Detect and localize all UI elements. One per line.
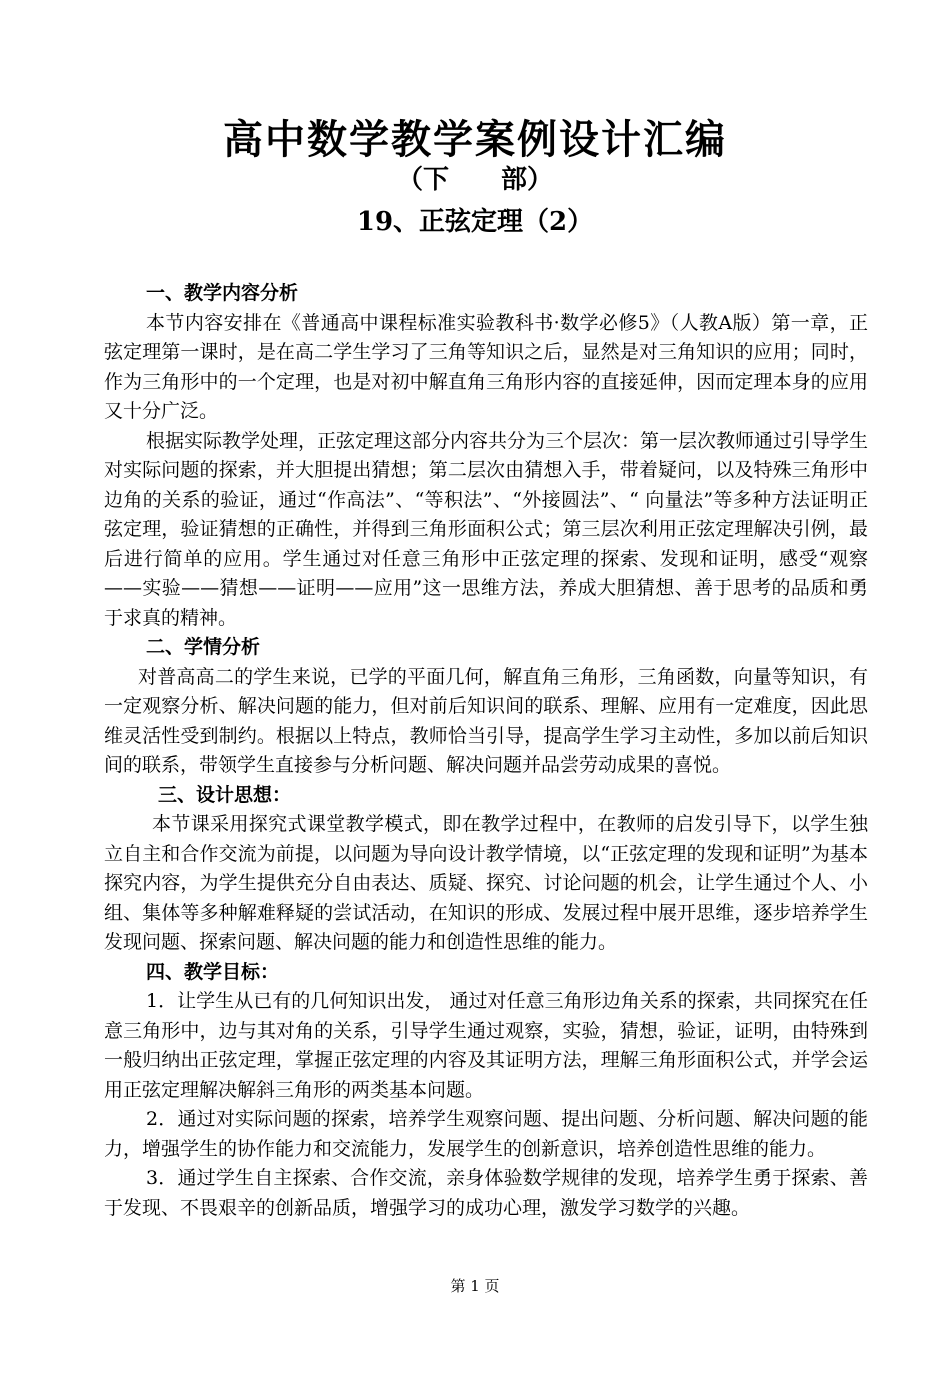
lesson-title: 19、正弦定理（2） (356, 207, 594, 237)
goal-item: 2．通过对实际问题的探索，培养学生观察问题、提出问题、分析问题、解决问题的能力，增强学生的协作能力和交流能力，发展学生的创新意识，培养创造性思维的能力。 (104, 1108, 868, 1160)
paragraph: 本节内容安排在《普通高中课程标准实验教科书·数学必修5》（人教A版）第一章，正弦定理第一课时，是在高二学生学习了三角等知识之后，显然是对三角知识的应用；同时，作为三角形中的一个定理，也是对初中解直角三角形内容的直接延伸，因而定理本身的应用又十分广泛。 (104, 311, 868, 422)
section-heading-teaching-goals: 四、教学目标： (146, 960, 280, 983)
document-title: 高中数学教学案例设计汇编 (223, 117, 727, 163)
paragraph: 对普高高二的学生来说，已学的平面几何，解直角三角形，三角函数，向量等知识，有一定观察分析、解决问题的能力，但对前后知识间的联系、理解、应用有一定难度，因此思维灵活性受到制约。根据以上特点，教师恰当引导，提高学生学习主动性，多加以前后知识间的联系，带领学生直接参与分析问题、解决问题并品尝劳动成果的喜悦。 (104, 665, 868, 776)
goal-item: 3．通过学生自主探索、合作交流，亲身体验数学规律的发现，培养学生勇于探索、善于发现、不畏艰辛的创新品质，增强学习的成功心理，激发学习数学的兴趣。 (104, 1167, 868, 1219)
document-body (104, 279, 868, 1223)
document-subtitle: （下 部） (396, 165, 553, 195)
section-heading-content-analysis: 一、教学内容分析 (146, 282, 299, 304)
page-number: 第 1 页 (450, 1277, 500, 1295)
goal-item: 1．让学生从已有的几何知识出发， 通过对任意三角形边角关系的探索，共同探究在任意三角形中，边与其对角的关系，引导学生通过观察，实验，猜想，验证，证明，由特殊到一般归纳出正弦定理，掌握正弦定理的内容及其证明方法，理解三角形面积公式，并学会运用正弦定理解决解斜三角形的两类基本问题。 (104, 990, 868, 1101)
section-heading-design-idea: 三、设计思想： (158, 783, 292, 806)
paragraph: 本节课采用探究式课堂教学模式，即在教学过程中，在教师的启发引导下，以学生独立自主和合作交流为前提，以问题为导向设计教学情境，以“正弦定理的发现和证明”为基本探究内容，为学生提供充分自由表达、质疑、探究、讨论问题的机会，让学生通过个人、小组、集体等多种解难释疑的尝试活动，在知识的形成、发展过程中展开思维，逐步培养学生发现问题、探索问题、解决问题的能力和创造性思维的能力。 (104, 813, 868, 953)
section-heading-student-analysis: 二、学情分析 (146, 636, 261, 658)
paragraph: 根据实际教学处理，正弦定理这部分内容共分为三个层次：第一层次教师通过引导学生对实际问题的探索，并大胆提出猜想；第二层次由猜想入手，带着疑问，以及特殊三角形中边角的关系的验证，通过“作高法”、“等积法”、“外接圆法”、“ 向量法”等多种方法证明正弦定理，验证猜想的正确性，并得到三角形面积公式；第三层次利用正弦定理解决引例，最后进行简单的应用。学生通过对任意三角形中正弦定理的探索、发现和证明，感受“观察——实验——猜想——证明——应用”这一思维方法，养成大胆猜想、善于思考的品质和勇于求真的精神。 (104, 429, 869, 629)
